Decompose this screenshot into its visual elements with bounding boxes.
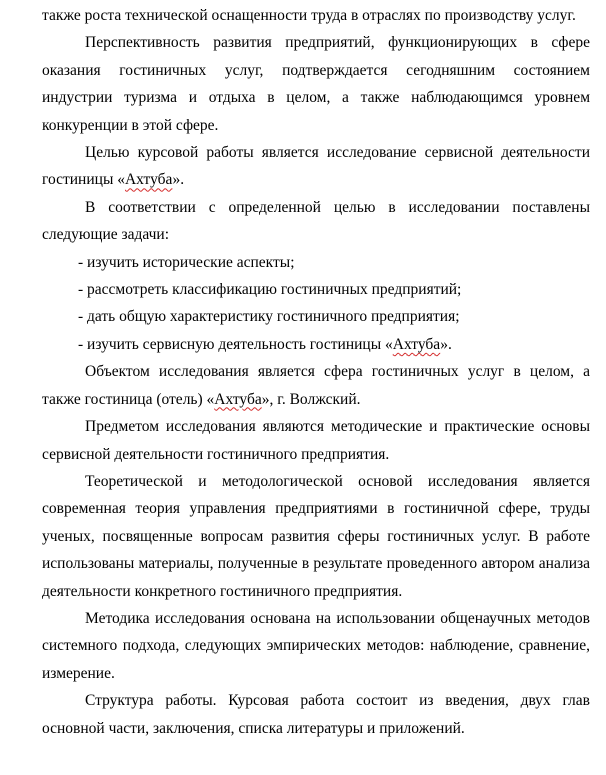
hotel-name-spellcheck: Ахтуба xyxy=(214,390,262,408)
list-item: - изучить исторические аспекты; xyxy=(78,253,295,271)
object-text-end: », г. Волжский. xyxy=(261,390,361,408)
paragraph-subject: Предметом исследования являются методические и практические основы сервисной деятельности гостиничного предприятия. xyxy=(42,418,590,463)
paragraph-continuation: также роста технической оснащенности труда в отраслях по производству услуг. xyxy=(42,7,576,24)
paragraph-methods: Методика исследования основана на использовании общенаучных методов системного подхода, следующих эмпирических методов: наблюдение, сравнение, измерение. xyxy=(42,609,590,682)
paragraph-theory: Теоретической и методологической основой исследования является современная теория управления предприятиями в гостиничной сфере, труды ученых, посвященные вопросам развития сферы гостиничных услуг. В работе использованы материалы, полученные в результате проведенного автором анализа деятельности конкретного гостиничного предприятия. xyxy=(42,472,590,600)
task-text-end: ». xyxy=(440,335,452,353)
goal-text: Целью курсовой работы является исследование сервисной деятельности гостиницы « xyxy=(42,144,590,189)
paragraph-object xyxy=(42,358,590,413)
hotel-name-spellcheck: Ахтуба xyxy=(392,335,441,353)
list-item xyxy=(42,331,590,358)
list-item: - рассмотреть классификацию гостиничных предприятий; xyxy=(78,281,462,299)
hotel-name-spellcheck: Ахтуба xyxy=(124,171,173,189)
goal-text-end: ». xyxy=(172,171,185,189)
task-text: - изучить сервисную деятельность гостиницы « xyxy=(78,335,393,353)
paragraph-goal xyxy=(42,139,590,194)
paragraph-relevance: Перспективность развития предприятий, функционирующих в сфере оказания гостиничных услуг, подтверждается сегодняшним состоянием индустрии туризма и отдыха в целом, а также наблюдающимся уровнем конкуренции в этой сфере. xyxy=(42,34,590,134)
document-page xyxy=(42,0,590,742)
object-text: Объектом исследования является сфера гостиничных услуг в целом, а также гостиница (отель) « xyxy=(42,363,590,408)
paragraph-tasks-intro: В соответствии с определенной целью в исследовании поставлены следующие задачи: xyxy=(42,198,590,244)
list-item: - дать общую характеристику гостиничного предприятия; xyxy=(78,308,460,326)
paragraph-structure: Структура работы. Курсовая работа состоит из введения, двух глав основной части, заключения, списка литературы и приложений. xyxy=(42,692,590,737)
